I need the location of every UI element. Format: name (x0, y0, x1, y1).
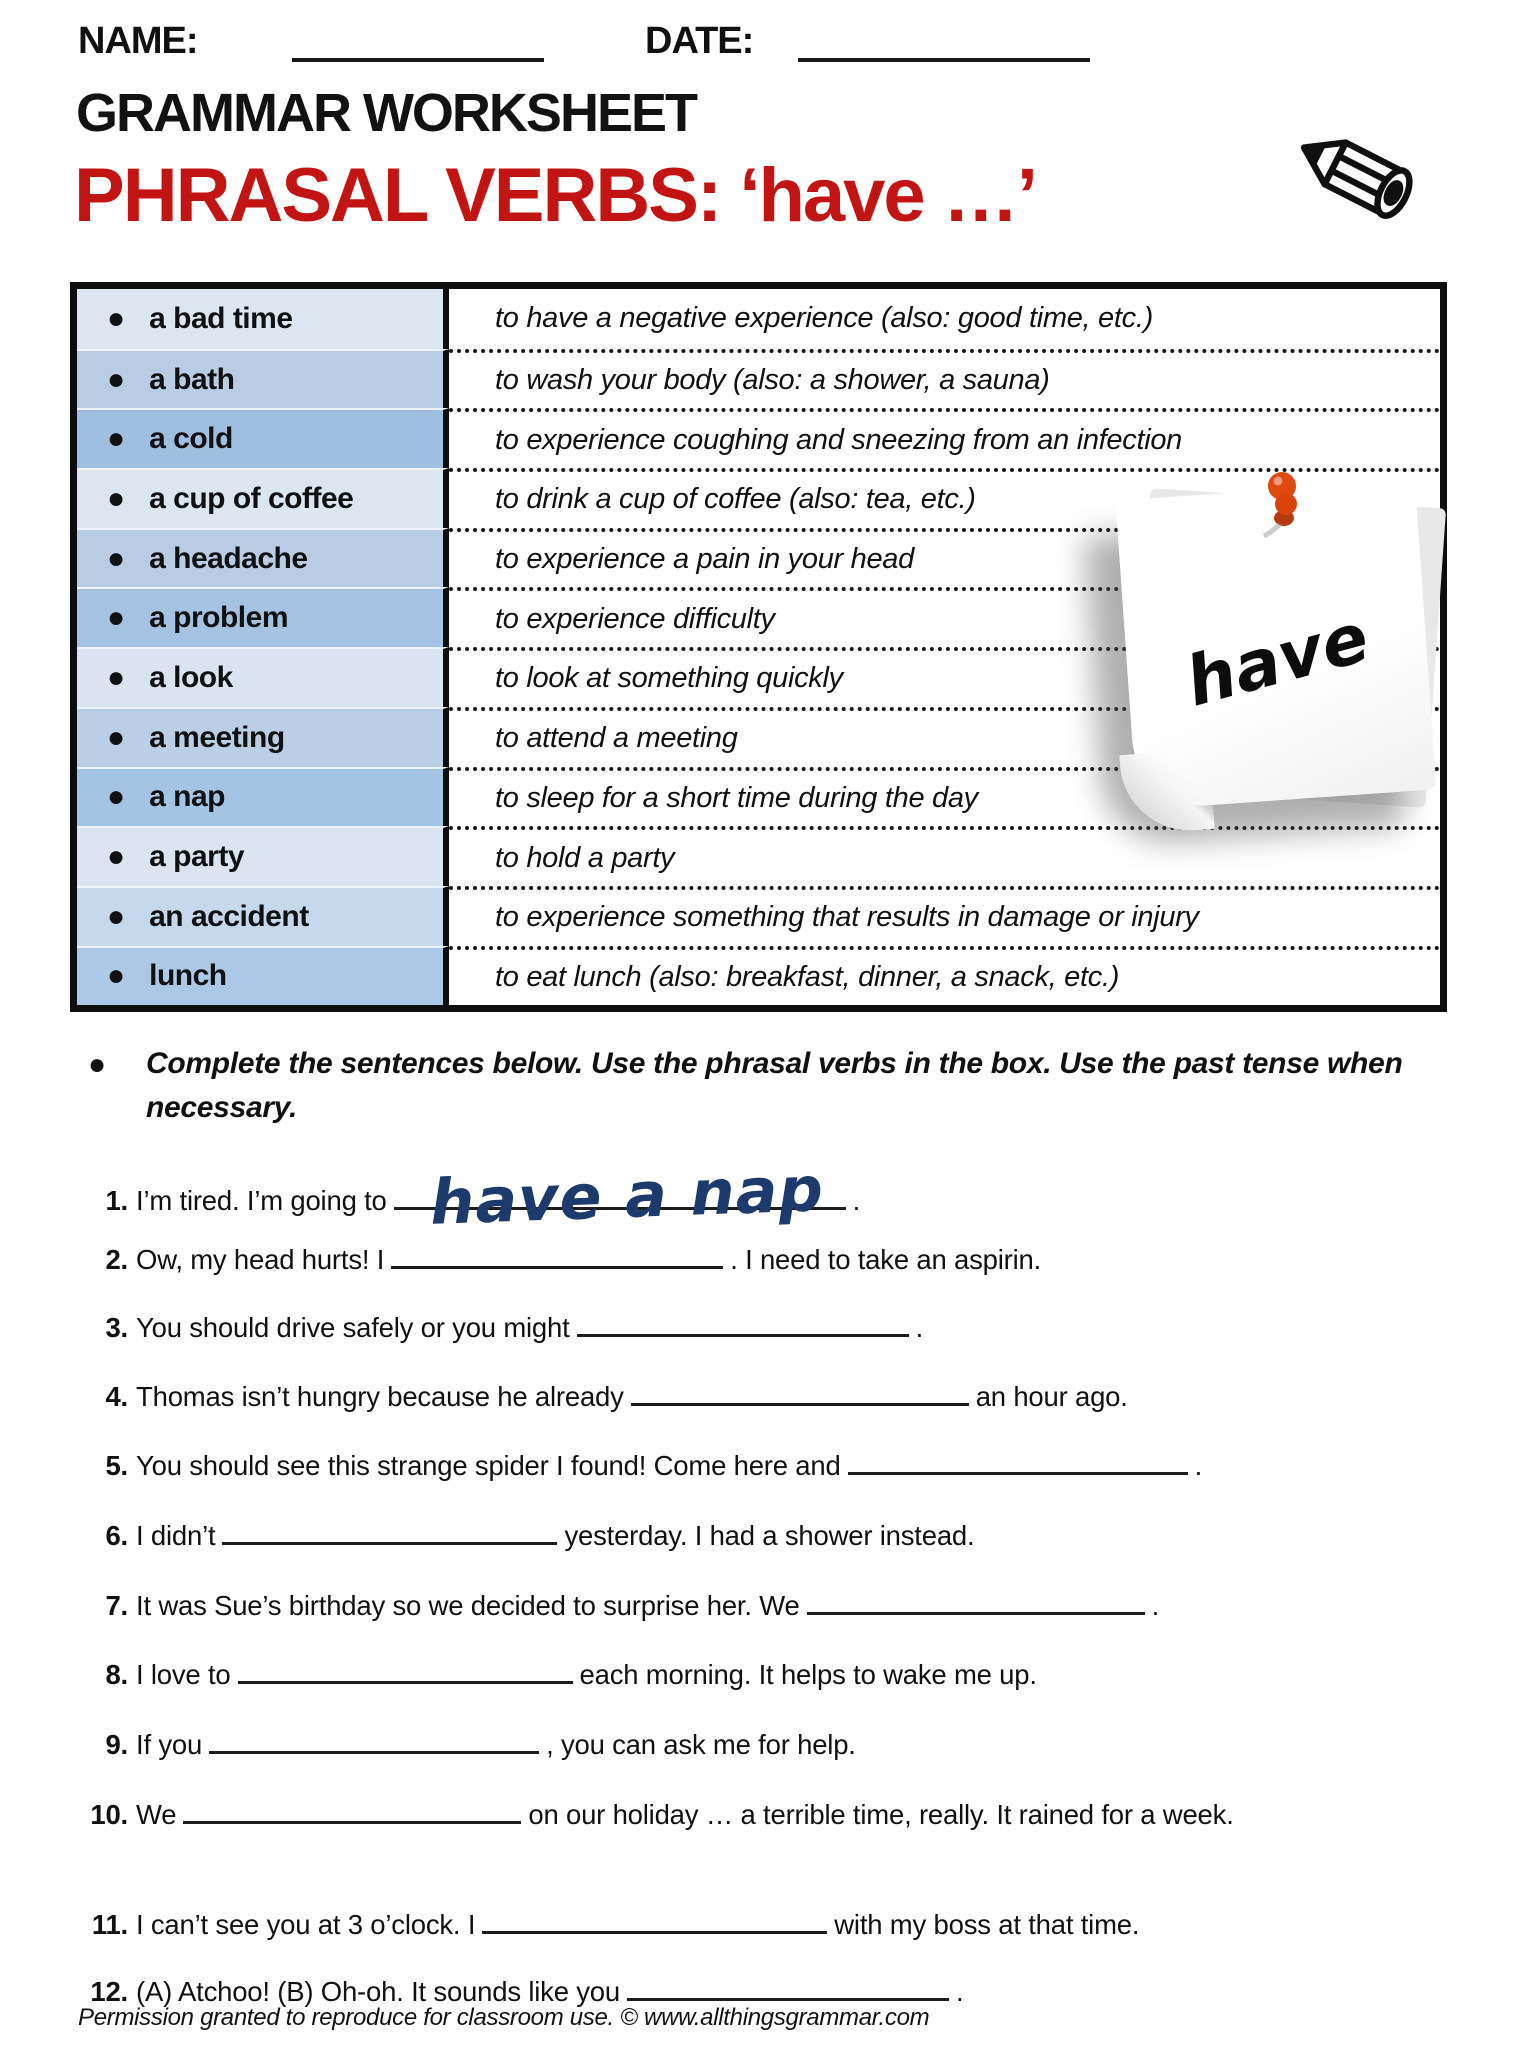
definition-text: to experience something that results in damage or injury (495, 901, 1199, 934)
worksheet-title: GRAMMAR WORKSHEET (76, 83, 696, 143)
definition-cell (449, 349, 1440, 409)
term-label: a cold (149, 422, 233, 456)
question-text: yesterday. I had a shower instead. (564, 1520, 975, 1551)
term-label: a cup of coffee (149, 481, 354, 515)
instruction-bullet-icon: ● (88, 1048, 107, 1081)
term-label: a bath (149, 362, 235, 396)
question-text: , you can ask me for help. (546, 1729, 856, 1760)
definition-text: to attend a meeting (495, 722, 738, 755)
table-row (77, 349, 1440, 409)
table-row (77, 886, 1440, 946)
question-number: 3. (105, 1312, 128, 1343)
definition-text: to look at something quickly (495, 662, 843, 695)
question-number: 2. (105, 1244, 128, 1275)
definition-text: to experience a pain in your head (495, 543, 914, 576)
question-text: each morning. It helps to wake me up. (579, 1659, 1037, 1690)
definition-text: to wash your body (also: a shower, a sauna) (495, 364, 1050, 397)
definition-text: to have a negative experience (also: good time, etc.) (495, 302, 1153, 335)
bullet-icon: ● (107, 840, 126, 874)
definition-text: to sleep for a short time during the day (495, 781, 978, 814)
term-label: lunch (149, 959, 227, 993)
table-row (77, 408, 1440, 468)
answer-blank (209, 1747, 539, 1754)
question-row (84, 1517, 1470, 1555)
question-text: with my boss at that time. (834, 1909, 1140, 1940)
instruction-text: Complete the sentences below. Use the phrasal verbs in the box. Use the past tense when necessary. (146, 1047, 1403, 1124)
name-blank-line (292, 18, 544, 62)
term-label: a headache (149, 541, 308, 575)
question-text: (A) Atchoo! (B) Oh-oh. It sounds like you (136, 1976, 620, 2007)
question-row (84, 1656, 1470, 1694)
question-text: on our holiday … a terrible time, really. It rained for a week. (528, 1799, 1234, 1830)
date-blank-line (798, 18, 1090, 62)
bullet-icon: ● (107, 899, 126, 933)
definition-text: to eat lunch (also: breakfast, dinner, a snack, etc.) (495, 960, 1120, 993)
question-number: 12. (90, 1976, 128, 2007)
sticky-note (1112, 470, 1460, 850)
footer-text: Permission granted to reproduce for classroom use. © www.allthingsgrammar.com (78, 2004, 930, 2031)
term-label: a meeting (149, 720, 285, 754)
pencil-icon (1286, 104, 1426, 244)
question-text: I love to (136, 1659, 231, 1690)
question-text: . (955, 1976, 964, 2007)
answer-blank (807, 1608, 1145, 1615)
answer-blank (183, 1817, 521, 1824)
term-label: an accident (149, 899, 309, 933)
definition-cell (449, 946, 1440, 1006)
bullet-icon: ● (107, 362, 126, 396)
answer-blank (238, 1677, 573, 1684)
table-row (77, 289, 1440, 349)
question-row (84, 1587, 1470, 1625)
term-label: a problem (149, 601, 288, 635)
page-title: PHRASAL VERBS: ‘have …’ (74, 153, 1036, 238)
question-text: Thomas isn’t hungry because he already (136, 1381, 624, 1412)
term-cell (77, 886, 449, 946)
definition-text: to hold a party (495, 841, 675, 874)
question-text: You should drive safely or you might (136, 1312, 570, 1343)
question-text: Ow, my head hurts! I (136, 1244, 385, 1275)
bullet-icon: ● (107, 959, 126, 993)
question-text: I’m tired. I’m going to (136, 1185, 387, 1216)
definition-cell (449, 886, 1440, 946)
term-cell (77, 767, 449, 827)
bullet-icon: ● (107, 301, 126, 335)
answer-blank (627, 1994, 949, 2001)
term-cell (77, 408, 449, 468)
bullet-icon: ● (107, 541, 126, 575)
term-cell (77, 826, 449, 886)
answer-blank (222, 1538, 557, 1545)
date-label: DATE: (645, 20, 754, 62)
question-number: 6. (105, 1520, 128, 1551)
question-text: We (136, 1799, 177, 1830)
question-text: . (915, 1312, 924, 1343)
bullet-icon: ● (107, 422, 126, 456)
question-text: . I need to take an aspirin. (730, 1244, 1042, 1275)
question-text: I didn’t (136, 1520, 216, 1551)
definition-text: to experience difficulty (495, 602, 775, 635)
handwritten-answer: have a nap (428, 1152, 825, 1239)
question-text: an hour ago. (975, 1381, 1128, 1412)
definition-cell (449, 289, 1440, 349)
term-cell (77, 289, 449, 349)
question-number: 7. (105, 1590, 128, 1621)
bullet-icon: ● (107, 481, 126, 515)
question-number: 9. (105, 1729, 128, 1760)
question-row (84, 1152, 1470, 1239)
question-row (84, 1906, 1470, 1944)
question-text: I can’t see you at 3 o’clock. I (136, 1909, 476, 1940)
sticky-note-curl (1119, 749, 1214, 835)
question-text: . (1151, 1590, 1160, 1621)
name-label: NAME: (78, 20, 198, 62)
answer-blank (848, 1468, 1188, 1475)
term-cell (77, 647, 449, 707)
question-text: . (852, 1185, 861, 1216)
question-row (84, 1241, 1470, 1279)
bullet-icon: ● (107, 780, 126, 814)
table-row (77, 946, 1440, 1006)
term-cell (77, 468, 449, 528)
bullet-icon: ● (107, 660, 126, 694)
answer-blank (394, 1152, 846, 1239)
answer-blank (391, 1262, 723, 1269)
term-label: a bad time (149, 301, 293, 335)
question-number: 10. (90, 1799, 128, 1830)
definition-text: to drink a cup of coffee (also: tea, etc.) (495, 483, 976, 516)
question-text: You should see this strange spider I found! Come here and (136, 1450, 841, 1481)
bullet-icon: ● (107, 601, 126, 635)
question-number: 4. (105, 1381, 128, 1412)
instruction-block (88, 1042, 1426, 1129)
question-number: 11. (91, 1909, 128, 1940)
question-text: It was Sue’s birthday so we decided to surprise her. We (136, 1590, 800, 1621)
question-row (84, 1378, 1470, 1416)
answer-blank (482, 1927, 827, 1934)
question-number: 5. (105, 1450, 128, 1481)
term-cell (77, 528, 449, 588)
question-text: . (1194, 1450, 1203, 1481)
bullet-icon: ● (107, 720, 126, 754)
term-label: a nap (149, 780, 225, 814)
term-cell (77, 587, 449, 647)
question-row (84, 1309, 1470, 1347)
answer-blank (631, 1399, 969, 1406)
pushpin-icon (1254, 466, 1314, 542)
term-cell (77, 946, 449, 1006)
definition-text: to experience coughing and sneezing from an infection (495, 423, 1183, 456)
term-label: a party (149, 840, 245, 874)
question-number: 8. (105, 1659, 128, 1690)
answer-blank (577, 1330, 909, 1337)
question-row (84, 1447, 1470, 1485)
note-word: have (1177, 597, 1377, 723)
question-text: If you (136, 1729, 203, 1760)
question-row (84, 1796, 1470, 1834)
term-cell (77, 349, 449, 409)
question-row (84, 1726, 1470, 1764)
definition-cell (449, 408, 1440, 468)
question-number: 1. (105, 1185, 128, 1216)
term-cell (77, 707, 449, 767)
term-label: a look (149, 660, 233, 694)
